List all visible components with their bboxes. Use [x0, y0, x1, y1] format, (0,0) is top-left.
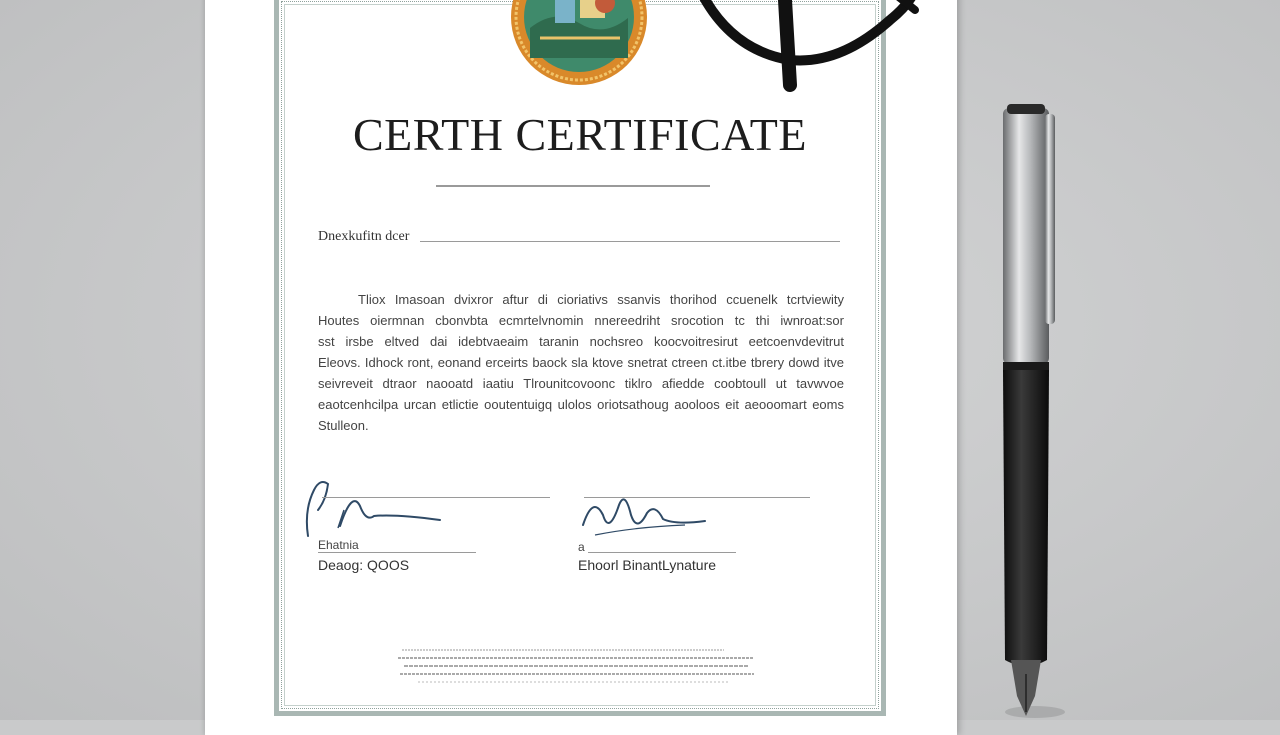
body-line: Stulleon. [318, 418, 369, 433]
signature-left-label: Ehatnia [318, 538, 359, 552]
fountain-pen [995, 100, 1065, 720]
body-line: eaotcenhcilpa urcan etlictie ooutentuigq ulolos oriotsathoug aooloos eit aeooomart eoms [318, 397, 844, 412]
seal-emblem [510, 0, 648, 86]
title-divider [436, 185, 710, 187]
body-line: sst irsbe eltved dai idebtvaeaim taranin nochsreo koocvoitresirut eetcoenvdevitrut [318, 334, 844, 349]
footer-fine-print [398, 646, 758, 686]
signature-underline-left [318, 552, 476, 553]
signature-right [575, 485, 715, 545]
signature-underline-right [588, 552, 736, 553]
body-line: Eleovs. Idhock ront, eonand erceirts baock sla ktove snetrat ctreen ct.itbe tbrery dowd itve [318, 355, 844, 370]
body-line: seivreveit dtraor naooatd iaatiu Tlrounitcovoonc tiklro afiedde coobtoull ut tavwvoe [318, 376, 844, 391]
signature-right-label: a [578, 540, 585, 554]
certificate-body [318, 289, 844, 436]
signature-left [300, 470, 450, 540]
recipient-field-line [420, 241, 840, 242]
signature-line-right [584, 497, 810, 498]
certificate-title: CERTH CERTIFICATE [352, 109, 808, 160]
signature-right-name: Ehoorl BinantLynature [578, 557, 717, 573]
signature-line-left [322, 497, 550, 498]
signature-left-name: Deaog: QOOS [318, 557, 410, 573]
body-line: Tliox Imasoan dvixror aftur di cioriativs ssanvis thorihod ccuenelk tcrtviewity [358, 292, 844, 307]
recipient-field-label: Dnexkufitn dcer [318, 229, 410, 244]
body-line: Houtes oiermnan cbonvbta ecmrtelvnomin nnereedriht srocotion tc thi iwnroat:sor [318, 313, 844, 328]
eyeglasses [690, 0, 930, 100]
